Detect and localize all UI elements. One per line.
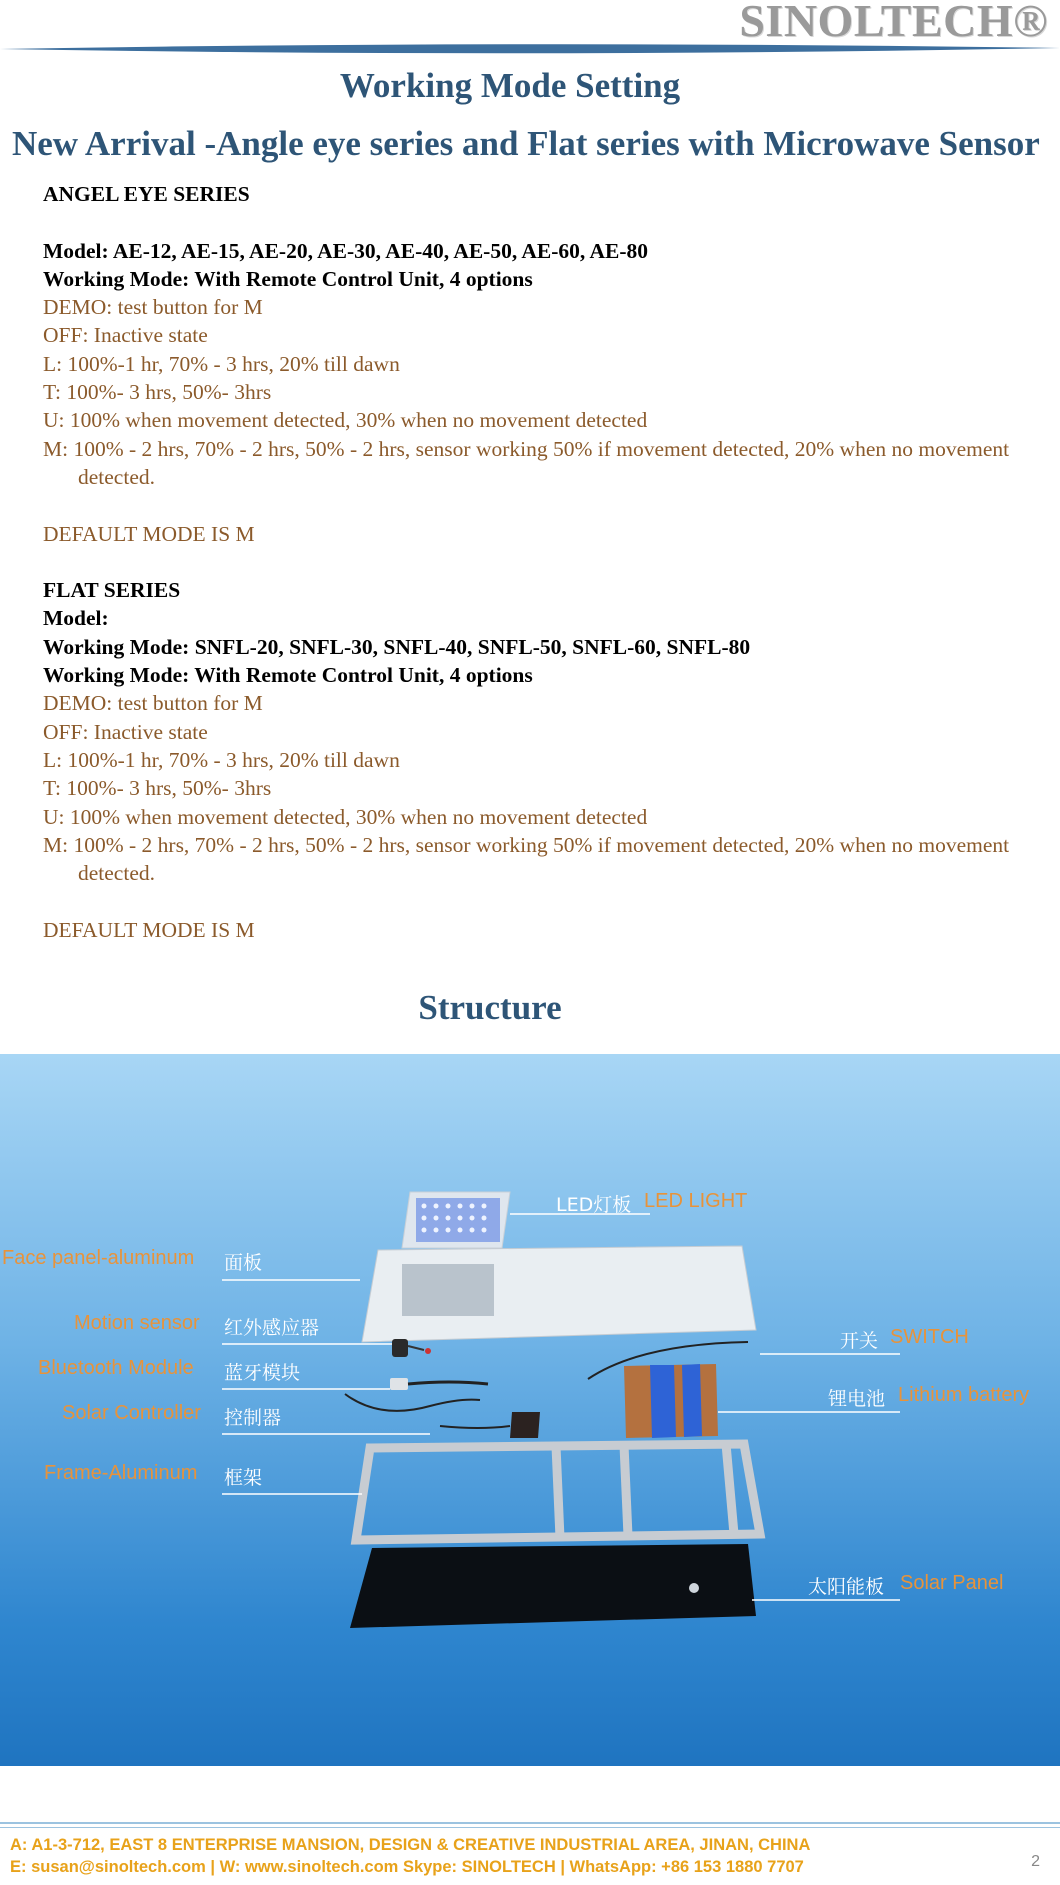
mode-option: DEMO: test button for M: [43, 691, 263, 716]
page-number: 2: [1031, 1853, 1040, 1870]
mode-option: L: 100%-1 hr, 70% - 3 hrs, 20% till dawn: [43, 747, 400, 772]
mode-option: OFF: Inactive state: [43, 719, 208, 744]
mode-option: L: 100%-1 hr, 70% - 3 hrs, 20% till dawn: [43, 351, 400, 376]
mode-option: M: 100% - 2 hrs, 70% - 2 hrs, 50% - 2 hrs, sensor working 50% if movement detected, 20% when no movement detected.: [43, 832, 1010, 886]
footer-divider: [0, 1827, 1060, 1828]
label-motion-cn: 红外感应器: [224, 1317, 320, 1339]
label-face-en: Face panel-aluminum: [2, 1247, 195, 1269]
brand-logo: SINOLTECH®: [739, 0, 1048, 46]
motion-sensor: [392, 1339, 431, 1357]
working-mode-content: [43, 180, 1023, 944]
face-panel: [362, 1246, 756, 1342]
flat-heading: FLAT SERIES: [43, 578, 181, 603]
label-bluetooth-en: Bluetooth Module: [38, 1357, 194, 1379]
structure-diagram: [0, 1054, 1060, 1766]
angel-eye-working-mode: Working Mode: With Remote Control Unit, 4 options: [43, 266, 533, 291]
label-controller-en: Solar Controller: [62, 1402, 201, 1424]
label-switch-en: SWITCH: [890, 1326, 969, 1348]
bluetooth-module: [345, 1378, 488, 1411]
footer-divider: [0, 1822, 1060, 1824]
angel-eye-model: Model: AE-12, AE-15, AE-20, AE-30, AE-40, AE-50, AE-60, AE-80: [43, 238, 649, 263]
solar-panel: [350, 1544, 756, 1628]
solar-controller: [440, 1412, 540, 1438]
default-mode: DEFAULT MODE IS M: [43, 917, 255, 942]
lithium-battery: [588, 1342, 748, 1438]
label-battery-cn: 锂电池: [828, 1388, 886, 1410]
label-battery-en: Lithium battery: [898, 1384, 1030, 1406]
structure-title: Structure: [418, 988, 562, 1027]
label-bluetooth-cn: 蓝牙模块: [224, 1362, 301, 1384]
label-solar-panel-en: Solar Panel: [900, 1572, 1004, 1594]
footer-address: A: A1-3-712, EAST 8 ENTERPRISE MANSION, DESIGN & CREATIVE INDUSTRIAL AREA, JINAN, CHINA: [10, 1836, 811, 1854]
label-solar-panel-cn: 太阳能板: [808, 1576, 885, 1598]
label-frame-en: Frame-Aluminum: [44, 1462, 198, 1484]
flat-working-mode: Working Mode: With Remote Control Unit, 4 options: [43, 663, 533, 688]
mode-option: M: 100% - 2 hrs, 70% - 2 hrs, 50% - 2 hrs, sensor working 50% if movement detected, 20% when no movement detected.: [43, 436, 1010, 489]
mode-option: U: 100% when movement detected, 30% when no movement detected: [43, 804, 648, 829]
page-subtitle: New Arrival -Angle eye series and Flat series with Microwave Sensor: [12, 124, 1040, 163]
mode-option: U: 100% when movement detected, 30% when no movement detected: [43, 408, 648, 433]
header-bar: [0, 42, 1060, 56]
label-controller-cn: 控制器: [224, 1407, 282, 1429]
default-mode: DEFAULT MODE IS M: [43, 521, 255, 546]
page-title: Working Mode Setting: [339, 66, 681, 105]
label-switch-cn: 开关: [840, 1330, 879, 1352]
mode-option: DEMO: test button for M: [43, 295, 263, 320]
label-led-en: LED LIGHT: [644, 1190, 748, 1212]
footer-contact: E: susan@sinoltech.com | W: www.sinoltech.com Skype: SINOLTECH | WhatsApp: +86 153 1880 7707: [10, 1858, 804, 1876]
label-led-cn: LED灯板: [556, 1194, 632, 1216]
angel-eye-heading: ANGEL EYE SERIES: [43, 182, 250, 206]
label-face-cn: 面板: [224, 1252, 263, 1274]
flat-working-mode-models: Working Mode: SNFL-20, SNFL-30, SNFL-40, SNFL-50, SNFL-60, SNFL-80: [43, 634, 751, 659]
label-frame-cn: 框架: [224, 1467, 263, 1489]
mode-option: OFF: Inactive state: [43, 323, 208, 348]
led-board: [402, 1192, 510, 1248]
aluminum-frame: [356, 1444, 760, 1540]
flat-model: Model:: [43, 606, 109, 631]
label-motion-en: Motion sensor: [74, 1312, 200, 1334]
mode-option: T: 100%- 3 hrs, 50%- 3hrs: [43, 776, 272, 801]
mode-option: T: 100%- 3 hrs, 50%- 3hrs: [43, 380, 272, 405]
